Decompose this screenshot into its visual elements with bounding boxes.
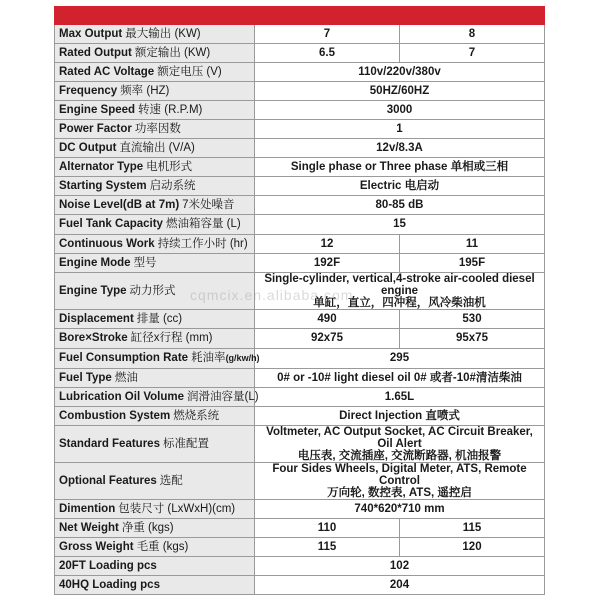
spec-value-cell bbox=[255, 63, 545, 82]
spec-value: 11 bbox=[465, 237, 479, 250]
spec-label-cell bbox=[55, 25, 255, 44]
spec-row-max-output bbox=[55, 25, 545, 44]
spec-label-cell bbox=[55, 273, 255, 310]
spec-label-zh: 润滑油容量(L) bbox=[187, 390, 259, 403]
spec-label-en: Noise Level(dB at 7m) bbox=[59, 198, 180, 211]
spec-label-cell bbox=[55, 215, 255, 235]
spec-value: 12v/8.3A bbox=[376, 141, 423, 154]
spec-value-cell bbox=[255, 215, 545, 235]
spec-label-en: Bore×Stroke bbox=[59, 332, 128, 344]
spec-label-cell bbox=[55, 500, 255, 519]
spec-value-cell bbox=[255, 254, 400, 273]
spec-label-en: Engine Type bbox=[59, 284, 127, 297]
spec-label-zh: 燃油箱容量 (L) bbox=[165, 218, 241, 230]
spec-label-zh: 最大输出 (KW) bbox=[125, 27, 201, 40]
spec-table bbox=[54, 6, 545, 595]
spec-label-zh: 频率 (HZ) bbox=[120, 84, 170, 97]
spec-value-cell bbox=[255, 25, 400, 44]
spec-row-alternator-type bbox=[55, 158, 545, 177]
spec-value-cell bbox=[255, 538, 400, 557]
spec-value: 120 bbox=[462, 540, 482, 553]
spec-value: 92x75 bbox=[311, 332, 343, 344]
spec-label-zh: 额定电压 (V) bbox=[157, 65, 222, 78]
spec-label-en: Standard Features bbox=[59, 437, 160, 450]
spec-label-cell bbox=[55, 463, 255, 500]
spec-row-engine-mode bbox=[55, 254, 545, 273]
spec-label-cell bbox=[55, 538, 255, 557]
spec-value: Electric 电启动 bbox=[359, 179, 440, 192]
spec-label-zh: 型号 bbox=[133, 256, 157, 269]
spec-label-en: Max Output bbox=[59, 27, 123, 40]
spec-label-cell bbox=[55, 101, 255, 120]
spec-value: Direct Injection 直喷式 bbox=[339, 409, 460, 422]
spec-value: Single phase or Three phase 单相或三相 bbox=[290, 160, 509, 173]
spec-label-cell bbox=[55, 310, 255, 329]
spec-value: 295 bbox=[389, 352, 410, 364]
spec-value: 12 bbox=[320, 237, 334, 250]
spec-row-power-factor bbox=[55, 120, 545, 139]
spec-label-cell bbox=[55, 120, 255, 139]
spec-value-cell bbox=[255, 369, 545, 388]
spec-label-cell bbox=[55, 329, 255, 349]
spec-value-cell bbox=[255, 349, 545, 369]
spec-row-fuel-type bbox=[55, 369, 545, 388]
spec-label-en: Alternator Type bbox=[59, 160, 144, 173]
spec-label-cell bbox=[55, 158, 255, 177]
spec-label-en: Power Factor bbox=[59, 122, 132, 135]
spec-value: 740*620*710 mm bbox=[354, 502, 445, 515]
spec-label-zh: 耗油率 bbox=[191, 352, 226, 364]
spec-value-cell bbox=[255, 44, 400, 63]
spec-value: Single-cylinder, vertical,4-stroke air-cooled diesel engine bbox=[264, 273, 535, 297]
spec-label-zh: 燃油 bbox=[114, 371, 138, 384]
spec-value: Four Sides Wheels, Digital Meter, ATS, Remote Control bbox=[272, 463, 527, 487]
spec-row-frequency bbox=[55, 82, 545, 101]
spec-value-cell bbox=[255, 557, 545, 576]
spec-label-zh: 转速 (R.P.M) bbox=[138, 103, 203, 116]
spec-value: 102 bbox=[389, 559, 410, 572]
spec-value: 95x75 bbox=[456, 332, 488, 344]
spec-label-unit: (g/kw/h) bbox=[225, 353, 260, 363]
spec-label-zh: 毛重 (kgs) bbox=[136, 540, 189, 553]
spec-label-cell bbox=[55, 7, 255, 25]
spec-label-en: Continuous Work bbox=[59, 237, 155, 250]
spec-value: 192F bbox=[313, 256, 341, 269]
spec-value: 195F bbox=[458, 256, 486, 269]
spec-label-en: Lubrication Oil Volume bbox=[59, 390, 185, 403]
spec-value: 50HZ/60HZ bbox=[369, 84, 430, 97]
spec-label-zh: 直流输出 (V/A) bbox=[119, 141, 195, 154]
spec-label-cell bbox=[55, 369, 255, 388]
spec-value-cell bbox=[255, 235, 400, 254]
spec-label-zh: 持续工作小时 (hr) bbox=[157, 237, 248, 250]
spec-row-gross-weight bbox=[55, 538, 545, 557]
spec-value-cell bbox=[255, 329, 400, 349]
spec-value: 110 bbox=[317, 521, 337, 534]
spec-value: Voltmeter, AC Output Socket, AC Circuit Breaker, Oil Alert bbox=[266, 426, 533, 450]
spec-row-rated-output bbox=[55, 44, 545, 63]
spec-row-standard-features bbox=[55, 426, 545, 463]
spec-label-zh: 7米处噪音 bbox=[182, 198, 235, 211]
spec-row-lubrication-oil-volume bbox=[55, 388, 545, 407]
spec-row-displacement bbox=[55, 310, 545, 329]
spec-label-zh: 动力形式 bbox=[129, 284, 176, 297]
spec-value-cell bbox=[255, 500, 545, 519]
spec-label-cell bbox=[55, 235, 255, 254]
spec-value-cell bbox=[255, 196, 545, 215]
spec-label-zh: 选配 bbox=[159, 474, 183, 487]
spec-label-en: Optional Features bbox=[59, 474, 157, 487]
spec-value: 万向轮, 数控表, ATS, 遥控启 bbox=[327, 487, 472, 499]
spec-label-zh: 排量 (cc) bbox=[136, 312, 183, 325]
spec-label-zh: 标准配置 bbox=[162, 437, 209, 450]
spec-row-noise-level bbox=[55, 196, 545, 215]
spec-value-cell bbox=[255, 82, 545, 101]
spec-value-cell bbox=[400, 538, 545, 557]
spec-label-en: 20FT Loading pcs bbox=[59, 559, 157, 572]
spec-label-cell bbox=[55, 557, 255, 576]
spec-row-20ft-loading bbox=[55, 557, 545, 576]
spec-value: 7 bbox=[468, 46, 476, 59]
spec-value-cell bbox=[400, 254, 545, 273]
spec-row-40hq-loading bbox=[55, 576, 545, 595]
spec-value: 115 bbox=[317, 540, 337, 553]
spec-label-zh: 包装尺寸 (LxWxH)(cm) bbox=[118, 502, 236, 515]
spec-row-fuel-consumption-rate bbox=[55, 349, 545, 369]
spec-label-cell bbox=[55, 177, 255, 196]
spec-row-continuous-work bbox=[55, 235, 545, 254]
spec-value-cell bbox=[255, 388, 545, 407]
spec-value: 8 bbox=[468, 27, 476, 40]
spec-value: 115 bbox=[462, 521, 482, 534]
spec-value-cell bbox=[255, 519, 400, 538]
spec-label-en: Gross Weight bbox=[59, 540, 134, 553]
spec-label-cell bbox=[55, 349, 260, 369]
spec-value: 490 bbox=[317, 312, 337, 325]
spec-label-zh: 电机形式 bbox=[146, 160, 193, 173]
spec-row-rated-ac-voltage bbox=[55, 63, 545, 82]
spec-value-cell bbox=[255, 576, 545, 595]
spec-label-en: Frequency bbox=[59, 84, 118, 97]
spec-value: 电压表, 交流插座, 交流断路器, 机油报警 bbox=[297, 450, 502, 462]
spec-row-engine-speed bbox=[55, 101, 545, 120]
spec-value: 80-85 dB bbox=[375, 198, 424, 211]
spec-label-cell bbox=[55, 139, 255, 158]
spec-label-en: Fuel Type bbox=[59, 371, 112, 384]
spec-value-cell bbox=[400, 7, 545, 25]
spec-value-cell bbox=[255, 120, 545, 139]
spec-label-en: Combustion System bbox=[59, 409, 171, 422]
spec-label-en: Displacement bbox=[59, 312, 134, 325]
spec-label-cell bbox=[55, 82, 255, 101]
spec-table-body bbox=[55, 7, 545, 595]
spec-row-engine-type bbox=[55, 273, 545, 310]
spec-value-cell bbox=[255, 407, 545, 426]
spec-value: 6.5 bbox=[319, 46, 335, 59]
spec-row-starting-system bbox=[55, 177, 545, 196]
spec-row-optional-features bbox=[55, 463, 545, 500]
spec-label-cell bbox=[55, 407, 255, 426]
spec-row-fuel-tank-capacity bbox=[55, 215, 545, 235]
spec-value-cell bbox=[255, 101, 545, 120]
spec-label-en: Rated Output bbox=[59, 46, 132, 59]
spec-label-cell bbox=[55, 519, 255, 538]
spec-value: 0# or -10# light diesel oil 0# 或者-10#清洁柴油 bbox=[277, 371, 522, 384]
spec-value: 530 bbox=[462, 312, 482, 325]
spec-label-en: Fuel Consumption Rate bbox=[59, 352, 189, 364]
spec-row-dc-output bbox=[55, 139, 545, 158]
spec-value-cell bbox=[400, 329, 545, 349]
spec-value: 110v/220v/380v bbox=[358, 65, 441, 78]
spec-value: 7 bbox=[323, 27, 331, 40]
spec-label-zh: 净重 (kgs) bbox=[121, 521, 174, 534]
spec-value-cell bbox=[255, 139, 545, 158]
spec-row-combustion-system bbox=[55, 407, 545, 426]
spec-label-cell bbox=[55, 388, 259, 407]
spec-value: 单缸，直立，四冲程，风冷柴油机 bbox=[313, 297, 486, 309]
spec-value-cell bbox=[400, 235, 545, 254]
spec-label-en: DC Output bbox=[59, 141, 117, 154]
spec-value-cell bbox=[255, 7, 400, 25]
spec-value-cell bbox=[255, 426, 545, 463]
spec-value-cell bbox=[400, 310, 545, 329]
spec-value: 1 bbox=[396, 122, 403, 135]
spec-value: 1.65L bbox=[384, 390, 415, 403]
spec-row-header bbox=[55, 7, 545, 25]
spec-label-cell bbox=[55, 196, 255, 215]
spec-value-cell bbox=[255, 177, 545, 196]
spec-label-en: Dimention bbox=[59, 502, 116, 515]
spec-value-cell bbox=[400, 25, 545, 44]
spec-label-zh: 启动系统 bbox=[149, 179, 196, 192]
spec-label-zh: 缸径x行程 (mm) bbox=[130, 332, 213, 344]
spec-value-cell bbox=[255, 158, 545, 177]
spec-label-en: 40HQ Loading pcs bbox=[59, 578, 160, 591]
spec-label-en: Fuel Tank Capacity bbox=[59, 218, 163, 230]
spec-label-cell bbox=[55, 576, 255, 595]
spec-row-bore-stroke bbox=[55, 329, 545, 349]
spec-label-cell bbox=[55, 63, 255, 82]
spec-label-en: Net Weight bbox=[59, 521, 119, 534]
spec-label-en: Starting System bbox=[59, 179, 147, 192]
spec-value: 204 bbox=[389, 578, 410, 591]
spec-label-zh: 额定输出 (KW) bbox=[134, 46, 211, 59]
spec-value-cell bbox=[400, 519, 545, 538]
spec-label-en: Engine Speed bbox=[59, 103, 136, 116]
spec-row-dimention bbox=[55, 500, 545, 519]
spec-label-zh: 燃烧系统 bbox=[173, 409, 220, 422]
spec-label-en: Engine Mode bbox=[59, 256, 131, 269]
spec-label-cell bbox=[55, 44, 255, 63]
spec-value-cell bbox=[255, 310, 400, 329]
spec-label-cell bbox=[55, 254, 255, 273]
spec-value: 15 bbox=[393, 218, 406, 230]
spec-value-cell bbox=[255, 273, 545, 310]
spec-value-cell bbox=[400, 44, 545, 63]
spec-value-cell bbox=[255, 463, 545, 500]
spec-label-cell bbox=[55, 426, 255, 463]
spec-row-net-weight bbox=[55, 519, 545, 538]
spec-label-en: Rated AC Voltage bbox=[59, 65, 155, 78]
watermark: cqmcix.en.alibaba.com bbox=[190, 287, 354, 303]
spec-label-zh: 功率因数 bbox=[134, 122, 181, 135]
spec-value: 3000 bbox=[386, 103, 413, 116]
